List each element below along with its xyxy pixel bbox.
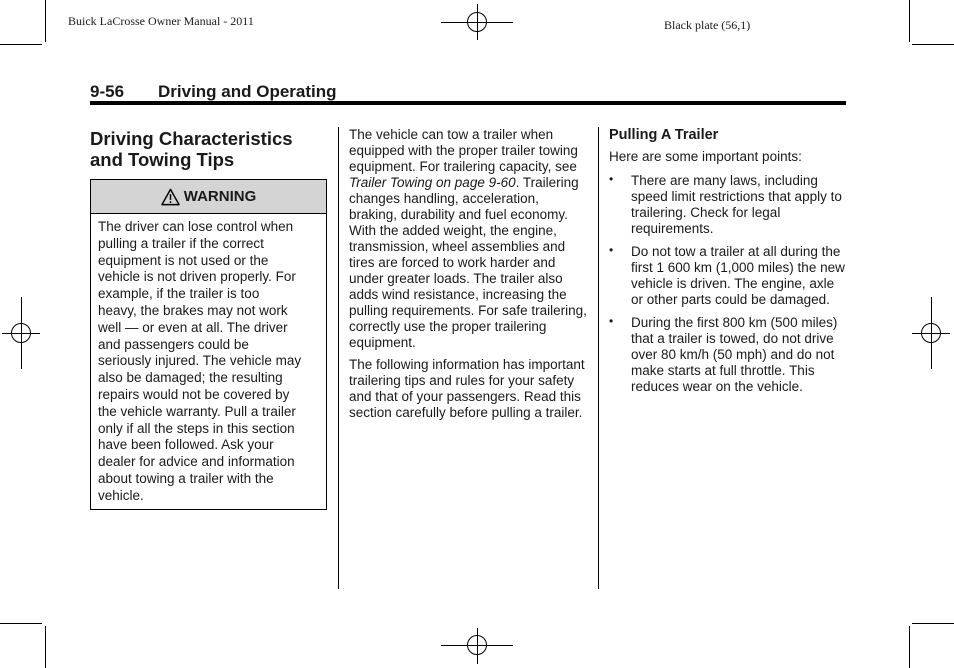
crop-mark (45, 626, 46, 668)
bullet-icon: • (609, 243, 614, 257)
warning-line: dealer for advice and information (98, 454, 295, 470)
intro-text-b: . Trailering changes handling, acceleration, braking, durability and fuel economy. With the added weight, the engine, transmission, wheel assemblies and tires are forced to work harder and under greater loads. The trailer also adds wind resistance, increasing the pulling requirements. For safe trailering, correctly use the proper trailering equipment. (349, 175, 587, 350)
warning-line: also be damaged; the resulting (98, 370, 283, 386)
warning-line: example, if the trailer is too (98, 286, 260, 302)
warning-line: heavy, the brakes may not work (98, 302, 288, 318)
warning-line: pulling a trailer if the correct (98, 235, 264, 251)
warning-label: WARNING (183, 188, 257, 205)
column-divider (338, 127, 339, 589)
crop-mark (0, 623, 42, 624)
section-heading (90, 82, 337, 102)
warning-line: seriously injured. The vehicle may (98, 353, 302, 369)
plate-label: Black plate (56,1) (664, 18, 751, 32)
bullet-list (609, 173, 849, 395)
info-paragraph: The following information has important trailering tips and rules for your safety and that of your passengers. Read this section carefully before pulling a trailer. (349, 357, 585, 420)
crop-mark (912, 623, 954, 624)
column-3 (609, 127, 849, 402)
section-title: Driving and Operating (158, 82, 337, 101)
crop-mark (0, 44, 42, 45)
list-item: • Do not tow a trailer at all during the first 1 600 km (1,000 miles) the new vehicle is driven. The engine, axle or other parts could be damaged. (609, 243, 845, 307)
subsection-heading: Pulling A Trailer (609, 127, 719, 143)
points-intro: Here are some important points: (609, 149, 802, 164)
warning-line: only if all the steps in this section (98, 420, 295, 436)
column-divider (598, 127, 599, 589)
cross-reference-link[interactable]: Trailer Towing on page 9‑60 (349, 175, 516, 190)
warning-line: vehicle. (98, 487, 144, 503)
warning-header (91, 180, 326, 214)
warning-line: about towing a trailer with the (98, 470, 274, 486)
warning-triangle-icon (161, 188, 180, 206)
section-rule (90, 101, 846, 105)
warning-line: The driver can lose control when (98, 219, 294, 234)
bullet-icon: • (609, 172, 614, 186)
crop-mark (912, 44, 954, 45)
page-number: 9-56 (90, 82, 125, 101)
warning-box (90, 179, 327, 510)
warning-line: well — or even at all. The driver (98, 319, 288, 335)
warning-line: repairs would not be covered by (98, 386, 290, 402)
warning-line: have been followed. Ask your (98, 437, 274, 453)
column-1 (90, 128, 328, 170)
column-2 (349, 127, 589, 427)
warning-text (91, 214, 326, 505)
title-line-1: Driving Characteristics (90, 128, 293, 149)
list-item: • During the first 800 km (500 miles) that a trailer is towed, do not drive over 80 km/h (50 mph) and do not make starts at full throttle. This reduces wear on the vehicle. (609, 314, 838, 394)
bullet-icon: • (609, 314, 614, 328)
list-item: • There are many laws, including speed limit restrictions that apply to trailering. Check for legal requirements. (609, 172, 842, 236)
warning-line: and passengers could be (98, 336, 249, 352)
warning-line: the vehicle warranty. Pull a trailer (98, 403, 296, 419)
intro-paragraph (349, 127, 589, 351)
intro-text-a: The vehicle can tow a trailer when equipped with the proper trailer towing equipment. For trailering capacity, see (349, 127, 578, 174)
article-title (90, 128, 328, 170)
warning-line: vehicle is not driven properly. For (98, 269, 296, 285)
crop-mark (909, 0, 910, 42)
warning-line: equipment is not used or the (98, 252, 269, 268)
crop-mark (909, 626, 910, 668)
crop-mark (45, 0, 46, 42)
manual-title: Buick LaCrosse Owner Manual - 2011 (68, 14, 254, 28)
title-line-2: and Towing Tips (90, 149, 235, 170)
